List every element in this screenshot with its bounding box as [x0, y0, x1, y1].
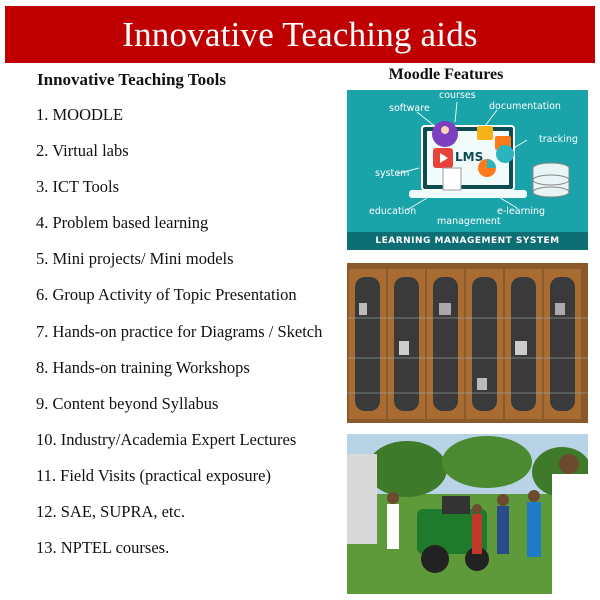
tool-item: 5. Mini projects/ Mini models: [36, 249, 234, 269]
display-cabinets-photo: [347, 263, 588, 423]
tool-item: 7. Hands-on practice for Diagrams / Sketch: [36, 321, 323, 341]
moodle-features-heading: Moodle Features: [388, 66, 504, 83]
tools-heading: Innovative Teaching Tools: [37, 70, 226, 89]
lms-label-courses: courses: [439, 90, 476, 101]
lms-label-system: system: [375, 168, 410, 179]
lms-label-software: software: [389, 103, 430, 114]
tool-item: 6. Group Activity of Topic Presentation: [36, 285, 297, 305]
field-visit-photo: [347, 434, 588, 594]
lms-illustration: [347, 90, 588, 250]
tool-item: 13. NPTEL courses.: [36, 538, 170, 558]
tool-item: 1. MOODLE: [36, 105, 124, 124]
lms-label-lms: LMS: [455, 150, 484, 164]
cabinets-graphic: [347, 263, 588, 423]
lms-label-education: education: [369, 206, 417, 217]
lms-label-documentation: documentation: [489, 101, 561, 112]
tool-item: 11. Field Visits (practical exposure): [36, 465, 271, 485]
tool-item: 2. Virtual labs: [36, 141, 129, 161]
field-visit-graphic: [347, 434, 588, 594]
tool-item: 3. ICT Tools: [36, 177, 120, 197]
tool-item: 12. SAE, SUPRA, etc.: [36, 502, 185, 522]
tools-list: [36, 104, 322, 573]
lms-label-tracking: tracking: [539, 134, 578, 145]
slide-title: Innovative Teaching aids: [5, 6, 595, 63]
tool-item: 9. Content beyond Syllabus: [36, 393, 219, 413]
lms-label-management: management: [437, 216, 501, 227]
tool-item: 8. Hands-on training Workshops: [36, 357, 250, 377]
lms-footer: LEARNING MANAGEMENT SYSTEM: [347, 232, 588, 250]
tool-item: 10. Industry/Academia Expert Lectures: [36, 429, 297, 449]
lms-label-elearning: e-learning: [497, 206, 546, 217]
tool-item: 4. Problem based learning: [36, 213, 209, 233]
